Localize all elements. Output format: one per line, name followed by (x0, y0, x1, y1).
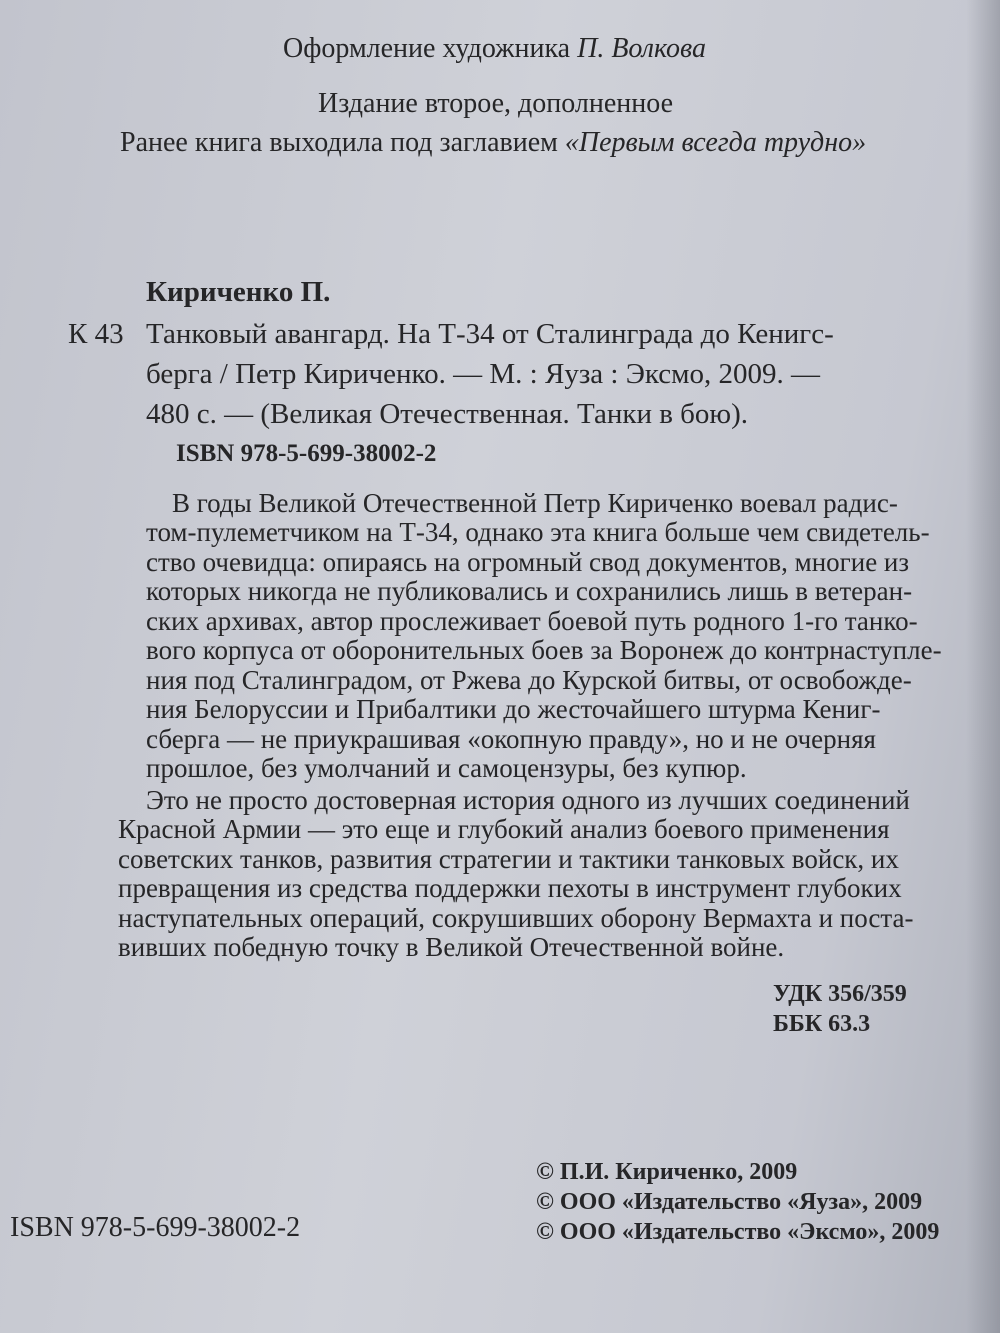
previous-title: «Первым всегда трудно» (564, 127, 867, 158)
annotation-line: советских танков, развития стратегии и тактики танковых войск, их (118, 844, 899, 874)
annotation-line: которых никогда не публиковались и сохранились лишь в ветеран- (146, 576, 913, 606)
edition-note: Издание второе, дополненное (318, 88, 673, 119)
udk-code: УДК 356/359 (773, 981, 907, 1007)
annotation-line: В годы Великой Отечественной Петр Кириченко воевал радис- (172, 488, 898, 518)
page-shadow-edge (966, 0, 1000, 1333)
catalog-isbn: ISBN 978-5-699-38002-2 (176, 440, 437, 467)
annotation-line: ния под Сталинградом, от Ржева до Курской битвы, от освобожде- (146, 665, 912, 695)
catalog-entry-line: берга / Петр Кириченко. — М. : Яуза : Эксмо, 2009. — (146, 358, 820, 390)
annotation-line: Это не просто достоверная история одного из лучших соединений (146, 785, 910, 815)
annotation-line: наступательных операций, сокрушивших оборону Вермахта и поста- (118, 903, 914, 933)
annotation-line: прошлое, без умолчаний и самоцензуры, без купюр. (146, 753, 747, 783)
annotation-line: том-пулеметчиком на Т-34, однако эта книга больше чем свидетель- (146, 517, 930, 547)
catalog-entry-line: 480 с. — (Великая Отечественная. Танки в бою). (146, 398, 748, 430)
annotation-line: ния Белоруссии и Прибалтики до жесточайшего штурма Кениг- (146, 694, 881, 724)
annotation-line: сберга — не приукрашивая «окопную правду», но и не очерняя (146, 724, 876, 754)
design-artist: П. Волкова (577, 33, 706, 64)
annotation-line: вивших победную точку в Великой Отечественной войне. (118, 932, 785, 962)
annotation-line: ских архивах, автор прослеживает боевой путь родного 1-го танко- (146, 606, 918, 636)
copyright-line: © ООО «Издательство «Эксмо», 2009 (536, 1219, 940, 1245)
catalog-author: Кириченко П. (146, 276, 331, 308)
annotation-line: превращения из средства поддержки пехоты в инструмент глубоких (118, 873, 902, 903)
design-credit-prefix: Оформление художника (283, 33, 578, 64)
annotation-line: Красной Армии — это еще и глубокий анализ боевого применения (118, 814, 890, 844)
copyright-line: © П.И. Кириченко, 2009 (536, 1159, 798, 1185)
copyright-line: © ООО «Издательство «Яуза», 2009 (536, 1189, 923, 1215)
catalog-entry-line: Танковый авангард. На Т-34 от Сталинграда до Кенигс- (146, 318, 834, 350)
annotation-line: вого корпуса от оборонительных боев за Воронеж до контрнаступле- (146, 635, 942, 665)
design-credit (283, 33, 706, 65)
annotation-line: ство очевидца: опираясь на огромный свод документов, многие из (146, 547, 910, 577)
footer-isbn: ISBN 978-5-699-38002-2 (10, 1212, 301, 1243)
bbk-code: ББК 63.3 (773, 1011, 871, 1037)
catalog-code: К 43 (68, 318, 124, 350)
previous-title-note (120, 127, 866, 159)
previous-title-prefix: Ранее книга выходила под заглавием (120, 127, 565, 158)
